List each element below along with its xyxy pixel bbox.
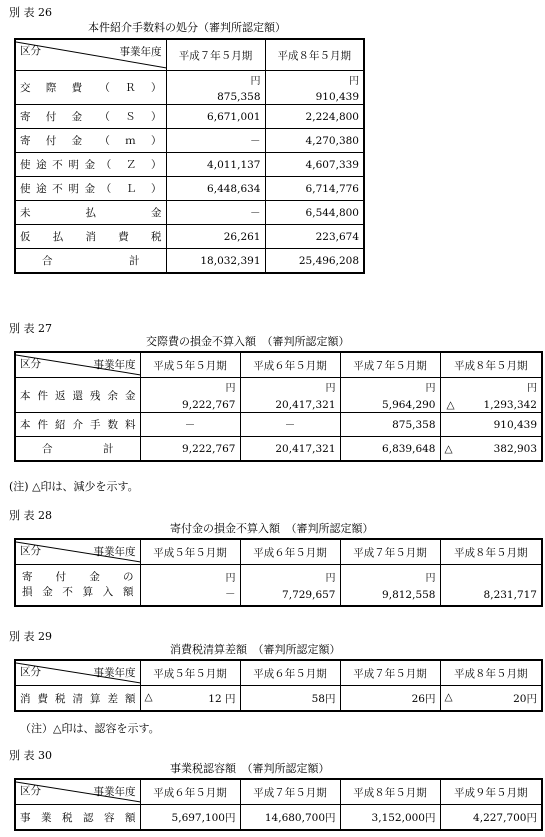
table-total-row bbox=[15, 437, 542, 462]
corner-left-label: 区分 bbox=[20, 666, 41, 678]
table-row bbox=[15, 201, 364, 225]
table30 bbox=[14, 778, 543, 831]
table29-note: （注）△印は、認容を示す。 bbox=[20, 722, 160, 735]
table27 bbox=[14, 351, 543, 462]
table27-col-header: 平成８年５月期 bbox=[440, 352, 542, 378]
value: 1,293,342 bbox=[483, 399, 537, 411]
value-cell bbox=[240, 378, 340, 413]
total-value: 18,032,391 bbox=[166, 249, 265, 274]
corner-right-label: 事業年度 bbox=[93, 546, 136, 558]
value: 20,417,321 bbox=[275, 399, 336, 411]
row-name-cell bbox=[15, 565, 140, 607]
triangle-mark: △ bbox=[446, 399, 455, 411]
total-label: 合 計 bbox=[15, 437, 140, 462]
value-cell bbox=[440, 378, 542, 413]
table30-col-header: 平成７年５月期 bbox=[240, 779, 340, 805]
unit-label: 円 bbox=[225, 573, 236, 584]
unit-label: 円 bbox=[527, 383, 537, 394]
table29-col-header: 平成８年５月期 bbox=[440, 660, 542, 686]
table27-label: 別 表 27 bbox=[9, 322, 52, 335]
value-cell: － bbox=[140, 413, 240, 437]
value-cell: 4,607,339 bbox=[265, 153, 364, 177]
table28-header-row bbox=[15, 539, 542, 565]
value-cell: － bbox=[240, 413, 340, 437]
row-name: 使途不明金（ Ｌ ） bbox=[15, 177, 166, 201]
total-value-cell bbox=[440, 437, 542, 462]
corner-left-label: 区分 bbox=[20, 358, 41, 370]
triangle-mark: △ bbox=[444, 690, 453, 703]
total-value: 20,417,321 bbox=[240, 437, 340, 462]
table29-col-header: 平成５年５月期 bbox=[140, 660, 240, 686]
table-row bbox=[15, 565, 542, 607]
row-name: 本件返還残余金 bbox=[15, 378, 140, 413]
table30-col-header: 平成６年５月期 bbox=[140, 779, 240, 805]
value: 875,358 bbox=[217, 91, 261, 103]
value-cell: 223,674 bbox=[265, 225, 364, 249]
corner-right-label: 事業年度 bbox=[93, 667, 136, 679]
table26-label: 別 表 26 bbox=[9, 6, 52, 19]
table-row bbox=[15, 225, 364, 249]
table26-col-header: 平成８年５月期 bbox=[265, 39, 364, 71]
table-row bbox=[15, 71, 364, 105]
unit-label: 円 bbox=[425, 573, 436, 584]
table30-col-header: 平成９年５月期 bbox=[440, 779, 542, 805]
value-cell: 6,714,776 bbox=[265, 177, 364, 201]
value-cell: 875,358 bbox=[340, 413, 440, 437]
value-cell bbox=[140, 686, 240, 712]
table30-col-header: 平成８年５月期 bbox=[340, 779, 440, 805]
corner-right-label: 事業年度 bbox=[119, 46, 162, 58]
value-cell bbox=[166, 71, 265, 105]
table28-col-header: 平成７年５月期 bbox=[340, 539, 440, 565]
value: 12 円 bbox=[208, 692, 236, 705]
value-cell bbox=[440, 686, 542, 712]
value: 20円 bbox=[513, 692, 537, 705]
row-name: 仮払消費税 bbox=[15, 225, 166, 249]
table27-title: 交際費の損金不算入額 （審判所認定額） bbox=[146, 335, 350, 348]
row-name: 使途不明金（ Ｚ ） bbox=[15, 153, 166, 177]
row-name: 寄 付 金 （ ｍ ） bbox=[15, 129, 166, 153]
value-cell: 5,697,100円 bbox=[140, 805, 240, 831]
corner-left-label: 区分 bbox=[20, 45, 41, 57]
value-cell: 14,680,700円 bbox=[240, 805, 340, 831]
table28-corner-cell bbox=[15, 539, 140, 565]
table-row bbox=[15, 177, 364, 201]
value-cell: 6,544,800 bbox=[265, 201, 364, 225]
value-cell: 910,439 bbox=[440, 413, 542, 437]
table28 bbox=[14, 538, 543, 607]
table29 bbox=[14, 659, 543, 712]
row-name-line2: 損金不算入額 bbox=[22, 586, 134, 598]
row-name: 本件紹介手数料 bbox=[15, 413, 140, 437]
value: 910,439 bbox=[315, 91, 359, 103]
value-cell bbox=[140, 565, 240, 607]
table28-col-header: 平成６年５月期 bbox=[240, 539, 340, 565]
value-cell bbox=[340, 565, 440, 607]
table28-col-header: 平成８年５月期 bbox=[440, 539, 542, 565]
table28-label: 別 表 28 bbox=[9, 509, 52, 522]
table26-title: 本件紹介手数料の処分（審判所認定額） bbox=[88, 21, 286, 34]
table27-corner-cell bbox=[15, 352, 140, 378]
table29-col-header: 平成６年５月期 bbox=[240, 660, 340, 686]
value-cell: 3,152,000円 bbox=[340, 805, 440, 831]
row-name: 事業税認容額 bbox=[15, 805, 140, 831]
table-row bbox=[15, 805, 542, 831]
total-value: 9,222,767 bbox=[140, 437, 240, 462]
table26-corner-cell bbox=[15, 39, 166, 71]
value: 5,964,290 bbox=[382, 399, 436, 411]
value-cell bbox=[240, 565, 340, 607]
row-name: 寄 付 金 （ Ｓ ） bbox=[15, 105, 166, 129]
table-row bbox=[15, 153, 364, 177]
total-value: 25,496,208 bbox=[265, 249, 364, 274]
table28-col-header: 平成５年５月期 bbox=[140, 539, 240, 565]
corner-left-label: 区分 bbox=[20, 545, 41, 557]
row-name: 未 払 金 bbox=[15, 201, 166, 225]
row-name-line1: 寄 付 金 の bbox=[22, 571, 134, 583]
value: 9,222,767 bbox=[182, 399, 236, 411]
corner-left-label: 区分 bbox=[20, 785, 41, 797]
unit-label: 円 bbox=[425, 383, 436, 394]
total-label: 合 計 bbox=[15, 249, 166, 274]
triangle-mark: △ bbox=[144, 690, 153, 703]
table26-col-header: 平成７年５月期 bbox=[166, 39, 265, 71]
table27-col-header: 平成５年５月期 bbox=[140, 352, 240, 378]
unit-label: 円 bbox=[325, 383, 336, 394]
table28-title: 寄付金の損金不算入額 （審判所認定額） bbox=[170, 522, 374, 535]
value-cell: 2,224,800 bbox=[265, 105, 364, 129]
table29-corner-cell bbox=[15, 660, 140, 686]
table27-col-header: 平成７年５月期 bbox=[340, 352, 440, 378]
table-row bbox=[15, 413, 542, 437]
value-cell: 6,671,001 bbox=[166, 105, 265, 129]
table26-header-row bbox=[15, 39, 364, 71]
row-name: 交 際 費 （ Ｒ ） bbox=[15, 71, 166, 105]
table30-corner-cell bbox=[15, 779, 140, 805]
table-row bbox=[15, 129, 364, 153]
value-cell: － bbox=[166, 129, 265, 153]
value-cell: 6,448,634 bbox=[166, 177, 265, 201]
table-total-row bbox=[15, 249, 364, 274]
triangle-mark: △ bbox=[444, 442, 453, 455]
value-cell: 4,227,700円 bbox=[440, 805, 542, 831]
value-cell: 26,261 bbox=[166, 225, 265, 249]
table26 bbox=[14, 38, 365, 274]
unit-label: 円 bbox=[250, 76, 261, 87]
total-value: 6,839,648 bbox=[340, 437, 440, 462]
value-cell: 4,011,137 bbox=[166, 153, 265, 177]
table-row bbox=[15, 378, 542, 413]
value: 9,812,558 bbox=[382, 589, 436, 601]
table29-header-row bbox=[15, 660, 542, 686]
corner-right-label: 事業年度 bbox=[93, 786, 136, 798]
unit-label: 円 bbox=[325, 573, 336, 584]
table29-label: 別 表 29 bbox=[9, 630, 52, 643]
table30-header-row bbox=[15, 779, 542, 805]
value-cell: 26円 bbox=[340, 686, 440, 712]
value-cell bbox=[340, 378, 440, 413]
value-cell bbox=[140, 378, 240, 413]
table29-col-header: 平成７年５月期 bbox=[340, 660, 440, 686]
table-row bbox=[15, 105, 364, 129]
total-value: 382,903 bbox=[493, 442, 537, 455]
table-row bbox=[15, 686, 542, 712]
table27-note: (注) △印は、減少を示す。 bbox=[9, 480, 139, 493]
corner-right-label: 事業年度 bbox=[93, 359, 136, 371]
value-cell bbox=[440, 565, 542, 607]
value: － bbox=[225, 588, 236, 600]
value-cell: 58円 bbox=[240, 686, 340, 712]
unit-label: 円 bbox=[349, 76, 359, 87]
value: 8,231,717 bbox=[483, 589, 537, 601]
value: 7,729,657 bbox=[282, 589, 336, 601]
row-name: 消費税清算差額 bbox=[15, 686, 140, 712]
value-cell: 4,270,380 bbox=[265, 129, 364, 153]
table29-title: 消費税清算差額 （審判所認定額） bbox=[170, 643, 341, 656]
table30-title: 事業税認容額 （審判所認定額） bbox=[170, 762, 330, 775]
table27-header-row bbox=[15, 352, 542, 378]
table27-col-header: 平成６年５月期 bbox=[240, 352, 340, 378]
value-cell: － bbox=[166, 201, 265, 225]
unit-label: 円 bbox=[225, 383, 236, 394]
table30-label: 別 表 30 bbox=[9, 749, 52, 762]
value-cell bbox=[265, 71, 364, 105]
